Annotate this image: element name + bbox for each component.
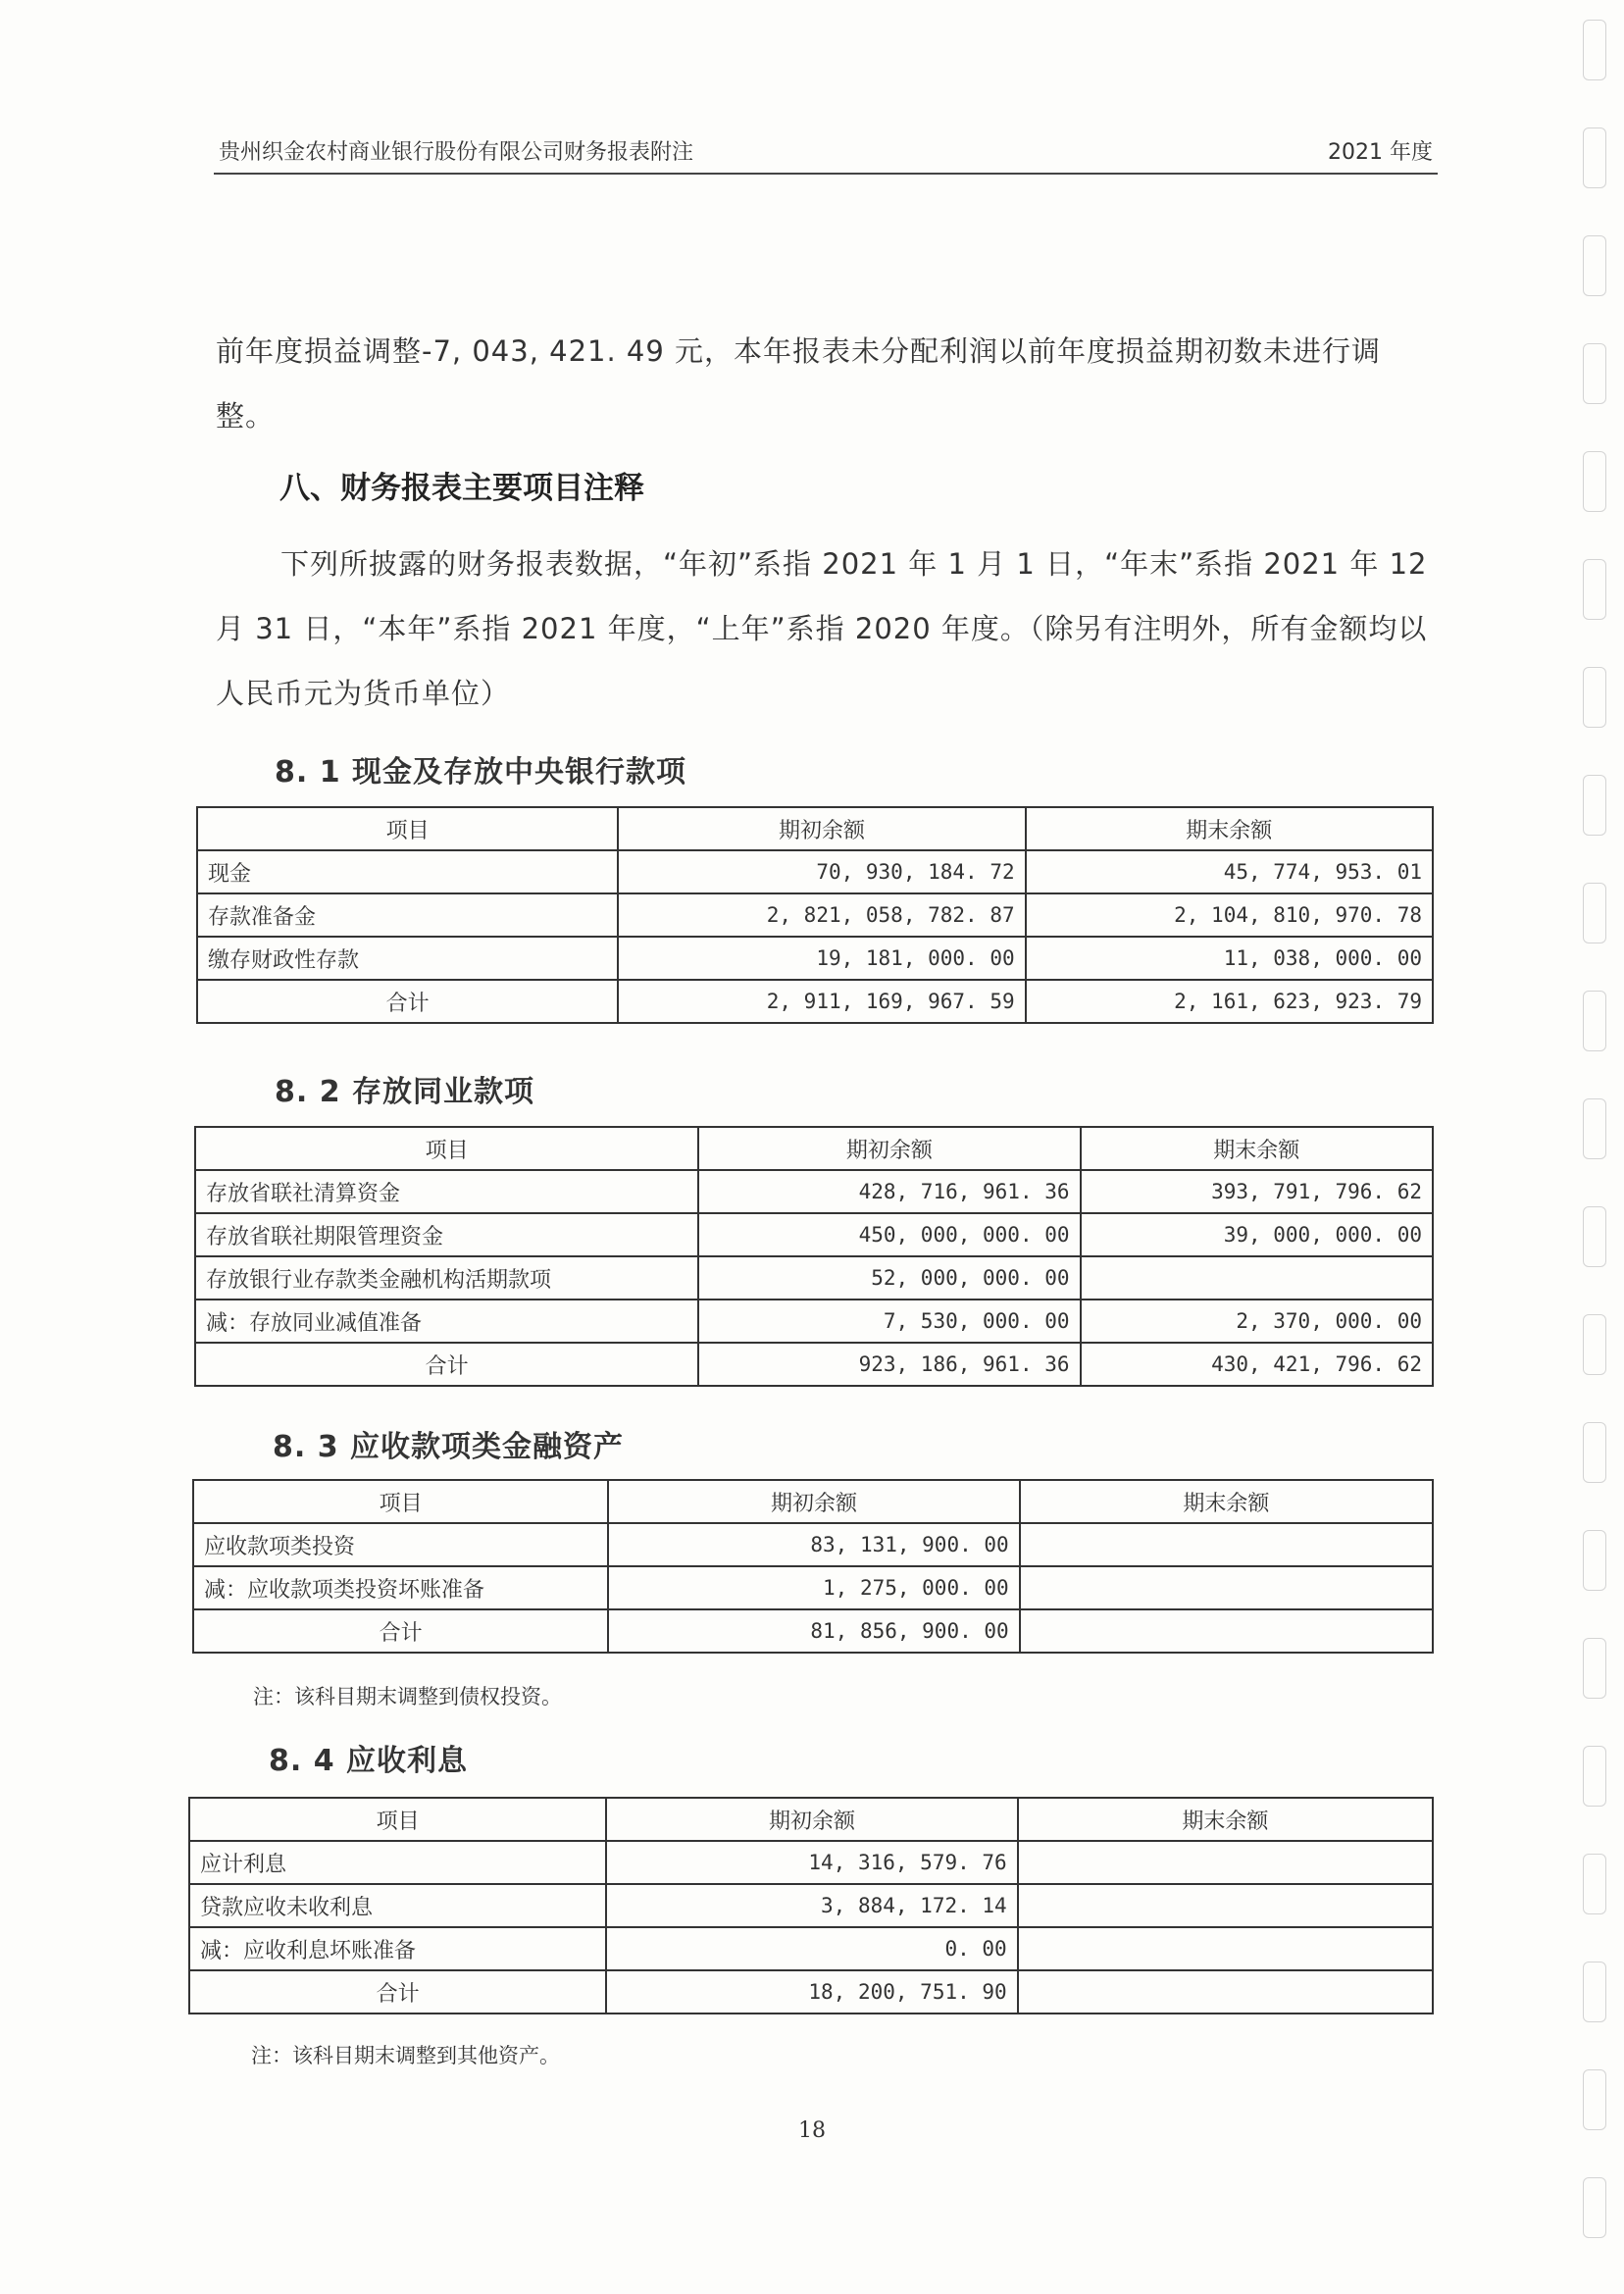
row-label: 减：应收款项类投资坏账准备 (193, 1566, 608, 1609)
opening-value: 70, 930, 184. 72 (618, 850, 1025, 893)
closing-value: 11, 038, 000. 00 (1026, 937, 1433, 980)
opening-value: 428, 716, 961. 36 (698, 1170, 1080, 1213)
total-opening: 81, 856, 900. 00 (608, 1609, 1019, 1653)
opening-value: 3, 884, 172. 14 (606, 1884, 1017, 1927)
section-paragraph: 下列所披露的财务报表数据，“年初”系指 2021 年 1 月 1 日，“年末”系指 2021 年 12 月 31 日，“本年”系指 2021 年度，“上年”系指 2020 年度。（除另有注明外，所有金额均以人民币元为货币单位） (216, 547, 1428, 710)
table-8-1-title: 8. 1 现金及存放中央银行款项 (275, 755, 687, 790)
table-header-row (193, 1480, 1433, 1523)
opening-value: 0. 00 (606, 1927, 1017, 1970)
closing-value: 2, 104, 810, 970. 78 (1026, 893, 1433, 937)
total-closing (1020, 1609, 1433, 1653)
table-row (195, 1170, 1433, 1213)
row-label: 应计利息 (189, 1841, 606, 1884)
closing-value: 2, 370, 000. 00 (1081, 1300, 1433, 1343)
closing-value (1020, 1523, 1433, 1566)
row-label: 减：应收利息坏账准备 (189, 1927, 606, 1970)
table-row (197, 893, 1433, 937)
table-total-row (189, 1970, 1433, 2014)
table-8-4 (188, 1797, 1434, 2014)
total-label: 合计 (189, 1970, 606, 2014)
col-header-opening: 期初余额 (606, 1798, 1017, 1841)
opening-value: 52, 000, 000. 00 (698, 1256, 1080, 1300)
closing-value: 45, 774, 953. 01 (1026, 850, 1433, 893)
table-row (189, 1927, 1433, 1970)
col-header-item: 项目 (197, 807, 618, 850)
col-header-closing: 期末余额 (1020, 1480, 1433, 1523)
col-header-opening: 期初余额 (618, 807, 1025, 850)
total-opening: 2, 911, 169, 967. 59 (618, 980, 1025, 1023)
total-label: 合计 (195, 1343, 698, 1386)
table-total-row (195, 1343, 1433, 1386)
header-year: 2021 年度 (1328, 140, 1433, 165)
table-8-1 (196, 806, 1434, 1024)
table-header-row (195, 1127, 1433, 1170)
closing-value (1081, 1256, 1433, 1300)
header-rule (214, 173, 1438, 175)
opening-value: 2, 821, 058, 782. 87 (618, 893, 1025, 937)
header-title: 贵州织金农村商业银行股份有限公司财务报表附注 (219, 140, 694, 165)
table-row (189, 1841, 1433, 1884)
total-closing: 430, 421, 796. 62 (1081, 1343, 1433, 1386)
table-row (195, 1256, 1433, 1300)
table-8-4-title: 8. 4 应收利息 (269, 1744, 469, 1778)
table-row (193, 1523, 1433, 1566)
row-label: 存放省联社清算资金 (195, 1170, 698, 1213)
table-8-3-title: 8. 3 应收款项类金融资产 (273, 1430, 625, 1464)
col-header-item: 项目 (189, 1798, 606, 1841)
closing-value: 39, 000, 000. 00 (1081, 1213, 1433, 1256)
row-label: 现金 (197, 850, 618, 893)
total-label: 合计 (193, 1609, 608, 1653)
total-opening: 18, 200, 751. 90 (606, 1970, 1017, 2014)
col-header-item: 项目 (195, 1127, 698, 1170)
closing-value (1018, 1884, 1433, 1927)
table-8-2 (194, 1126, 1434, 1387)
table-row (195, 1213, 1433, 1256)
row-label: 应收款项类投资 (193, 1523, 608, 1566)
table-8-3 (192, 1479, 1434, 1654)
opening-value: 19, 181, 000. 00 (618, 937, 1025, 980)
opening-value: 1, 275, 000. 00 (608, 1566, 1019, 1609)
col-header-opening: 期初余额 (698, 1127, 1080, 1170)
intro-line-1: 前年度损益调整-7, 043, 421. 49 元，本年报表未分配利润以前年度损益期初数未进行调 (216, 334, 1382, 368)
table-total-row (197, 980, 1433, 1023)
table-8-2-title: 8. 2 存放同业款项 (275, 1075, 535, 1109)
table-header-row (197, 807, 1433, 850)
table-row (197, 850, 1433, 893)
table-header-row (189, 1798, 1433, 1841)
table-8-3-note: 注：该科目期末调整到债权投资。 (253, 1685, 562, 1708)
col-header-opening: 期初余额 (608, 1480, 1019, 1523)
table-row (189, 1884, 1433, 1927)
row-label: 贷款应收未收利息 (189, 1884, 606, 1927)
col-header-closing: 期末余额 (1018, 1798, 1433, 1841)
total-opening: 923, 186, 961. 36 (698, 1343, 1080, 1386)
col-header-closing: 期末余额 (1081, 1127, 1433, 1170)
opening-value: 83, 131, 900. 00 (608, 1523, 1019, 1566)
table-row (195, 1300, 1433, 1343)
closing-value (1018, 1927, 1433, 1970)
page-number: 18 (798, 2118, 826, 2143)
closing-value (1020, 1566, 1433, 1609)
closing-value (1018, 1841, 1433, 1884)
table-total-row (193, 1609, 1433, 1653)
col-header-item: 项目 (193, 1480, 608, 1523)
opening-value: 450, 000, 000. 00 (698, 1213, 1080, 1256)
row-label: 减：存放同业减值准备 (195, 1300, 698, 1343)
binding-holes (1577, 0, 1606, 2294)
row-label: 存放省联社期限管理资金 (195, 1213, 698, 1256)
total-closing (1018, 1970, 1433, 2014)
table-row (193, 1566, 1433, 1609)
row-label: 存放银行业存款类金融机构活期款项 (195, 1256, 698, 1300)
col-header-closing: 期末余额 (1026, 807, 1433, 850)
row-label: 存款准备金 (197, 893, 618, 937)
row-label: 缴存财政性存款 (197, 937, 618, 980)
intro-line-2: 整。 (216, 399, 276, 433)
total-closing: 2, 161, 623, 923. 79 (1026, 980, 1433, 1023)
opening-value: 14, 316, 579. 76 (606, 1841, 1017, 1884)
section-title: 八、财务报表主要项目注释 (279, 471, 644, 506)
table-8-4-note: 注：该科目期末调整到其他资产。 (251, 2044, 560, 2067)
total-label: 合计 (197, 980, 618, 1023)
table-row (197, 937, 1433, 980)
closing-value: 393, 791, 796. 62 (1081, 1170, 1433, 1213)
opening-value: 7, 530, 000. 00 (698, 1300, 1080, 1343)
